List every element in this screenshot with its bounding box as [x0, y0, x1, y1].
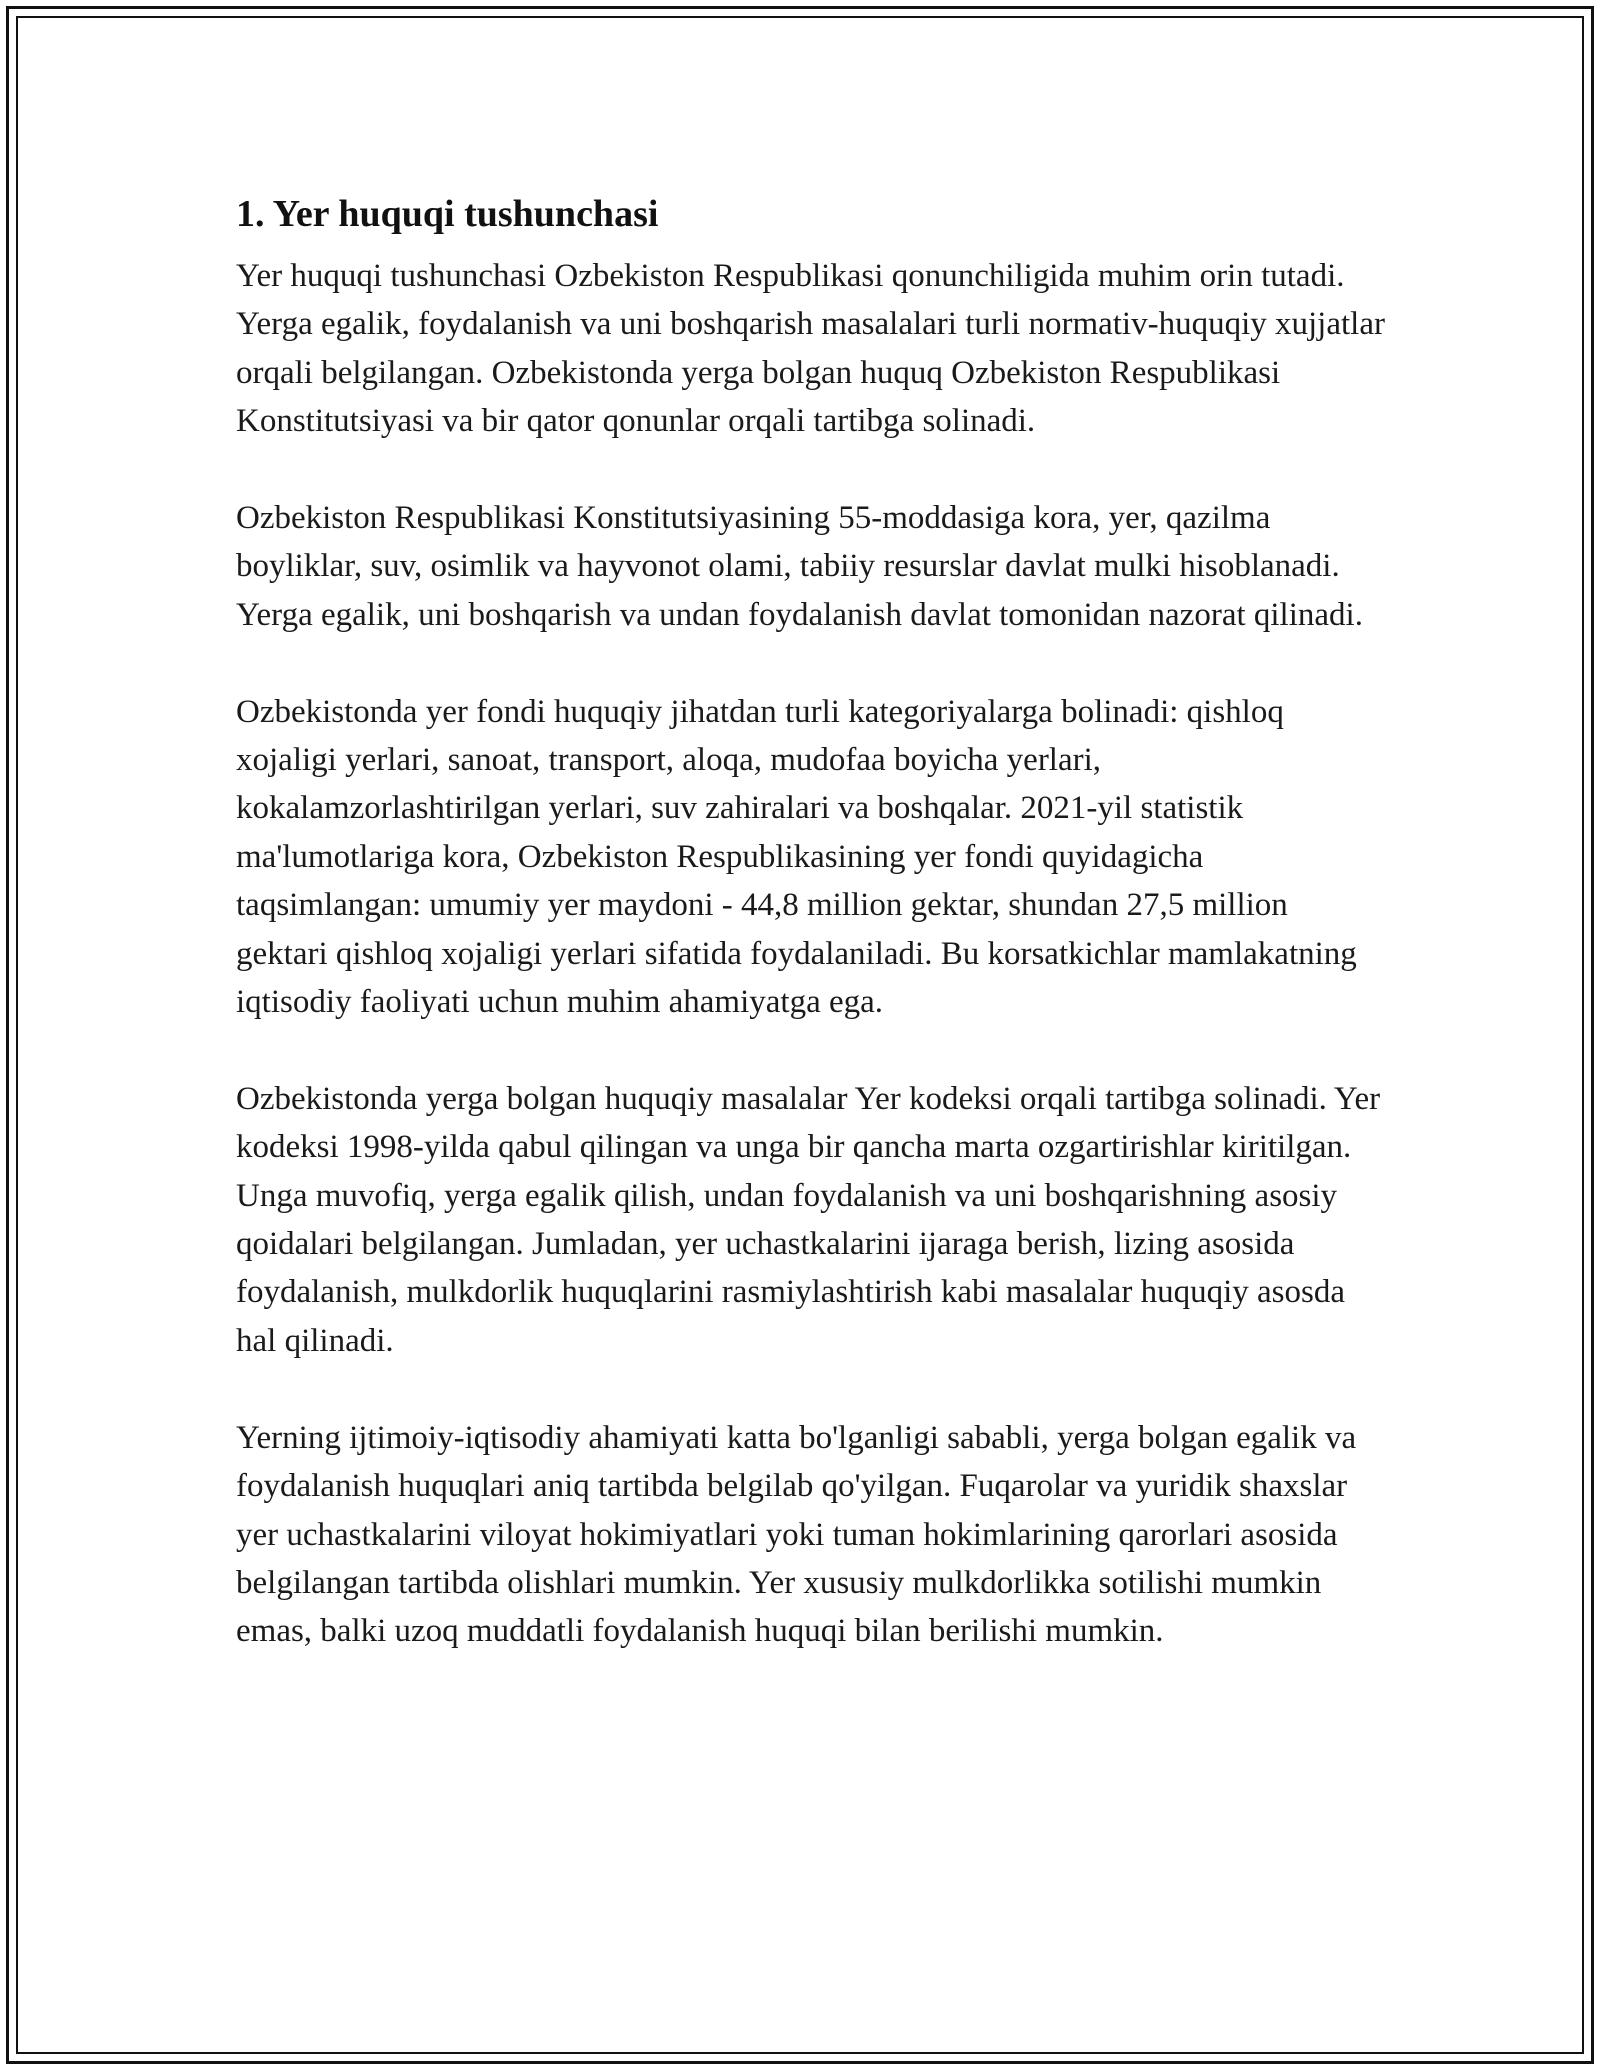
- document-body: [236, 186, 1386, 1704]
- section-heading: 1. Yer huquqi tushunchasi: [236, 193, 659, 235]
- paragraph-2: Ozbekiston Respublikasi Konstitutsiyasining 55-moddasiga kora, yer, qazilma boyliklar, suv, osimlik va hayvonot olami, tabiiy resurslar davlat mulki hisoblanadi. Yerga egalik, uni boshqarish va undan foydalanish davlat tomonidan nazorat qilinadi.: [236, 500, 1363, 633]
- paragraph-1: Yer huquqi tushunchasi Ozbekiston Respublikasi qonunchiligida muhim orin tutadi. Yerga egalik, foydalanish va uni boshqarish masalalari turli normativ-huquqiy xujjatlar orqali belgilangan. Ozbekistonda yerga bolgan huquq Ozbekiston Respublikasi Konstitutsiyasi va bir qator qonunlar orqali tartibga solinadi.: [236, 258, 1385, 440]
- paragraph-3: Ozbekistonda yer fondi huquqiy jihatdan turli kategoriyalarga bolinadi: qishloq xojaligi yerlari, sanoat, transport, aloqa, mudofaa boyicha yerlari, kokalamzorlashtirilgan yerlari, suv zahiralari va boshqalar. 2021-yil statistik ma'lumotlariga kora, Ozbekiston Respublikasining yer fondi quyidagicha taqsimlangan: umumiy yer maydoni - 44,8 million gektar, shundan 27,5 million gektari qishloq xojaligi yerlari sifatida foydalaniladi. Bu korsatkichlar mamlakatning iqtisodiy faoliyati uchun muhim ahamiyatga ega.: [236, 693, 1357, 1021]
- paragraph-5: Yerning ijtimoiy-iqtisodiy ahamiyati katta bo'lganligi sababli, yerga bolgan egalik va foydalanish huquqlari aniq tartibda belgilab qo'yilgan. Fuqarolar va yuridik shaxslar yer uchastkalarini viloyat hokimiyatlari yoki tuman hokimlarining qarorlari asosida belgilangan tartibda olishlari mumkin. Yer xususiy mulkdorlikka sotilishi mumkin emas, balki uzoq muddatli foydalanish huquqi bilan berilishi mumkin.: [236, 1419, 1357, 1650]
- paragraph-4: Ozbekistonda yerga bolgan huquqiy masalalar Yer kodeksi orqali tartibga solinadi. Yer kodeksi 1998-yilda qabul qilingan va unga bir qancha marta ozgartirishlar kiritilgan. Unga muvofiq, yerga egalik qilish, undan foydalanish va uni boshqarishning asosiy qoidalari belgilangan. Jumladan, yer uchastkalarini ijaraga berish, lizing asosida foydalanish, mulkdorlik huquqlarini rasmiylashtirish kabi masalalar huquqiy asosda hal qilinadi.: [236, 1080, 1381, 1359]
